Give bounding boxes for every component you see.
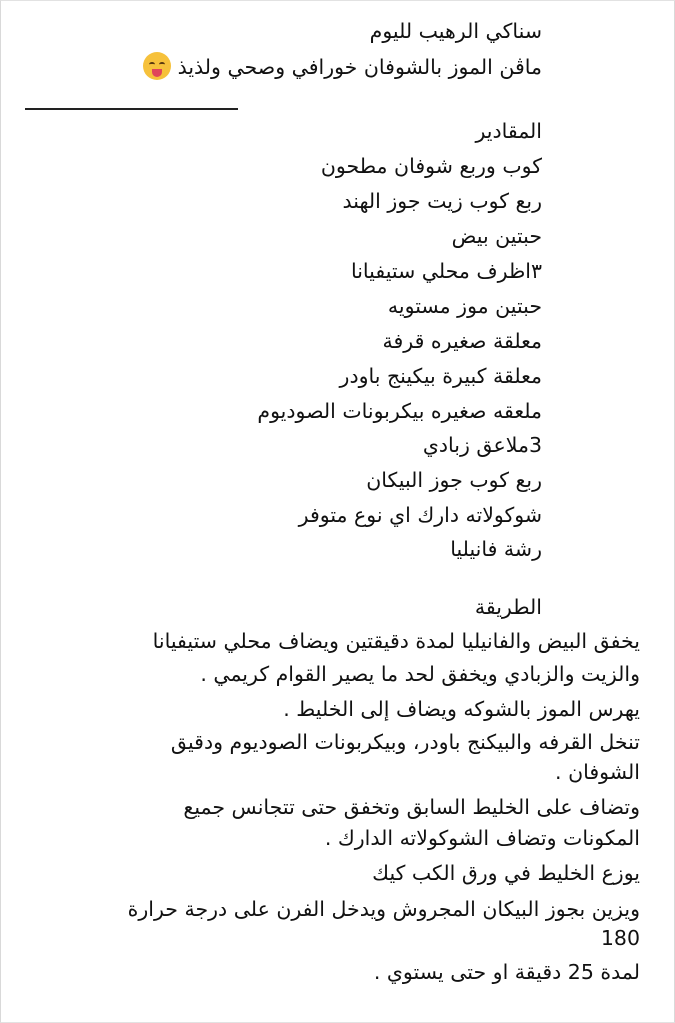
method-heading: الطريقة: [474, 595, 542, 619]
yum-face-emoji-icon: [143, 52, 171, 80]
method-line: والزيت والزبادي ويخفق لحد ما يصير القوام كريمي .: [200, 662, 640, 686]
ingredient-item: ربع كوب جوز البيكان: [366, 468, 542, 492]
ingredient-item: ربع كوب زيت جوز الهند: [342, 189, 542, 213]
ingredient-item: حبتين موز مستويه: [387, 294, 542, 318]
ingredient-item: ملعقه صغيره بيكربونات الصوديوم: [257, 399, 542, 423]
ingredient-item: ٣اظرف محلي ستيفيانا: [350, 259, 542, 283]
method-line: يخفق البيض والفانيليا لمدة دقيقتين ويضاف محلي ستيفيانا: [152, 629, 640, 653]
intro-line-2-text: ماڤن الموز بالشوفان خورافي وصحي ولذيذ: [177, 55, 542, 79]
ingredients-heading: المقادير: [475, 119, 542, 143]
ingredients-section: [22, 112, 542, 562]
method-line: وتضاف على الخليط السابق وتخفق حتى تتجانس جميع: [183, 795, 640, 819]
ingredient-item: معلقة كبيرة بيكينج باودر: [339, 364, 542, 388]
ingredient-item: معلقة صغيره قرفة: [382, 329, 542, 353]
method-section: [20, 626, 640, 996]
divider-line: [25, 108, 238, 110]
ingredient-item: رشة فانيليا: [450, 537, 542, 561]
intro-line-1: سناكي الرهيب لليوم: [369, 19, 542, 43]
method-line: ويزين بجوز البيكان المجروش ويدخل الفرن على درجة حرارة: [127, 897, 640, 921]
method-line: تنخل القرفه والبيكنج باودر، وبيكربونات الصوديوم ودقيق: [170, 730, 640, 754]
method-line: المكونات وتضاف الشوكولاته الدارك .: [324, 826, 640, 850]
method-line: 180: [600, 926, 640, 950]
ingredient-item: حبتين بيض: [451, 224, 542, 248]
ingredient-item: شوكولاته دارك اي نوع متوفر: [298, 503, 542, 527]
method-line: يهرس الموز بالشوكه ويضاف إلى الخليط .: [283, 697, 640, 721]
method-line: لمدة 25 دقيقة او حتى يستوي .: [373, 960, 640, 984]
method-line: الشوفان .: [555, 760, 640, 784]
ingredient-item: كوب وربع شوفان مطحون: [320, 154, 542, 178]
intro-line-2: [137, 50, 542, 84]
method-heading-wrap: [22, 590, 542, 626]
ingredient-item: 3ملاعق زبادي: [422, 433, 542, 457]
recipe-header: [22, 0, 542, 110]
method-line: يوزع الخليط في ورق الكب كيك: [372, 861, 640, 885]
